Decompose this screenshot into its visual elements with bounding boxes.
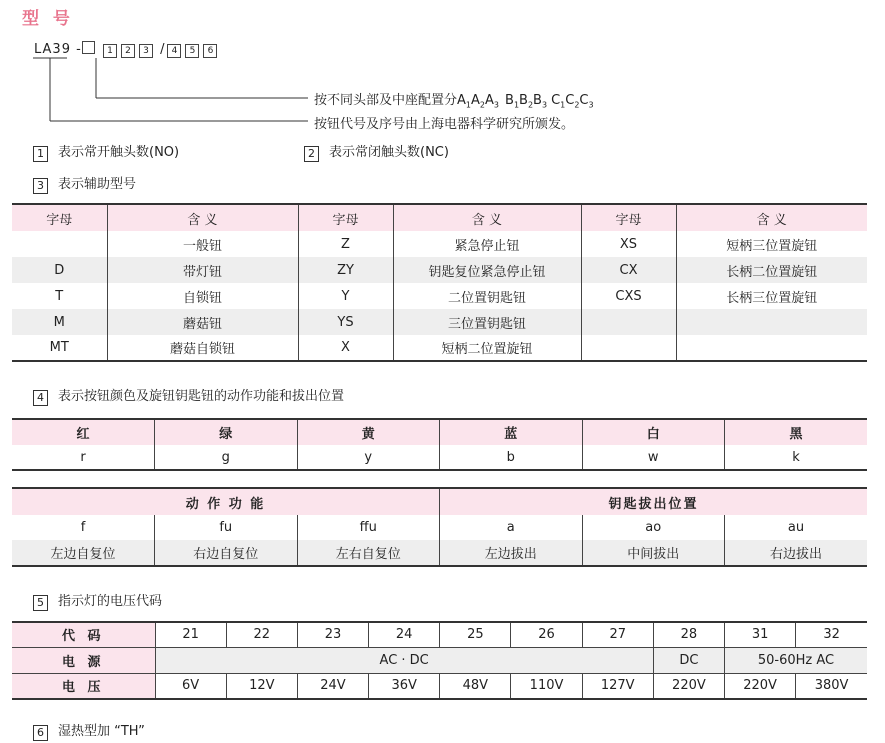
table-row bbox=[12, 445, 867, 470]
config-set-sub: 1 bbox=[560, 100, 566, 110]
row-label-voltage: 电 压 bbox=[12, 673, 155, 699]
item-text: 表示辅助型号 bbox=[58, 177, 137, 192]
item-2 bbox=[304, 141, 449, 162]
color-code: g bbox=[155, 445, 298, 470]
model-box-6: 6 bbox=[203, 44, 217, 58]
voltage-value: 220V bbox=[725, 673, 796, 699]
header-meaning: 含 义 bbox=[107, 204, 298, 231]
button-color-table bbox=[12, 418, 867, 471]
voltage-code: 27 bbox=[582, 622, 653, 647]
color-header: 白 bbox=[582, 419, 725, 445]
config-set-sub: 3 bbox=[541, 100, 548, 110]
voltage-value: 24V bbox=[297, 673, 368, 699]
model-slash: / bbox=[160, 42, 166, 57]
voltage-value: 48V bbox=[440, 673, 511, 699]
action-code: fu bbox=[155, 515, 298, 540]
header-letter: 字母 bbox=[581, 204, 676, 231]
cell-letter bbox=[581, 309, 676, 335]
item-4 bbox=[33, 385, 344, 406]
model-box-2: 2 bbox=[121, 44, 135, 58]
action-label: 右边自复位 bbox=[155, 540, 298, 566]
header-letter: 字母 bbox=[46, 212, 73, 228]
voltage-value: 110V bbox=[511, 673, 582, 699]
power-acdc: AC · DC bbox=[155, 647, 653, 673]
voltage-code: 28 bbox=[653, 622, 724, 647]
cell-letter bbox=[581, 335, 676, 361]
config-set-letter: B bbox=[505, 93, 514, 108]
cell-letter: T bbox=[55, 288, 64, 304]
table-row bbox=[12, 540, 867, 566]
action-label: 中间拔出 bbox=[582, 540, 725, 566]
config-set-letter: A bbox=[485, 93, 494, 108]
voltage-value: 127V bbox=[582, 673, 653, 699]
item-text: 表示常闭触头数(NC) bbox=[329, 145, 449, 160]
action-function-table bbox=[12, 487, 867, 567]
model-box-5: 5 bbox=[185, 44, 199, 58]
table-row bbox=[12, 283, 867, 309]
action-code: ffu bbox=[297, 515, 440, 540]
color-code: k bbox=[725, 445, 868, 470]
action-label: 左右自复位 bbox=[297, 540, 440, 566]
voltage-value: 12V bbox=[226, 673, 297, 699]
cell-meaning: 钥匙复位紧急停止钮 bbox=[393, 257, 581, 283]
cell-letter: ZY bbox=[298, 257, 393, 283]
action-label: 右边拔出 bbox=[725, 540, 868, 566]
item-number: 3 bbox=[33, 178, 48, 194]
table-header-row bbox=[12, 488, 867, 515]
config-set bbox=[551, 93, 594, 108]
table-row bbox=[12, 647, 867, 673]
table-header-row bbox=[12, 204, 867, 231]
cell-letter: CXS bbox=[581, 283, 676, 309]
table-row bbox=[12, 231, 867, 257]
item-3 bbox=[33, 173, 136, 194]
action-code: au bbox=[725, 515, 868, 540]
config-set-sub: 2 bbox=[527, 100, 534, 110]
color-code: w bbox=[582, 445, 725, 470]
model-prefix: LA39 - bbox=[34, 42, 82, 57]
cell-meaning bbox=[676, 335, 867, 361]
cell-letter: YS bbox=[298, 309, 393, 335]
table-row bbox=[12, 515, 867, 540]
note-code-issuer: 按钮代号及序号由上海电器科学研究所颁发。 bbox=[314, 117, 575, 132]
config-set-letter: B bbox=[519, 93, 528, 108]
config-set-letter: C bbox=[579, 93, 589, 108]
color-header: 黄 bbox=[297, 419, 440, 445]
voltage-code: 31 bbox=[725, 622, 796, 647]
note-head-config bbox=[314, 89, 598, 110]
voltage-code: 23 bbox=[297, 622, 368, 647]
table-row bbox=[12, 257, 867, 283]
cell-letter: XS bbox=[581, 231, 676, 257]
item-text: 指示灯的电压代码 bbox=[58, 594, 163, 609]
cell-letter: Z bbox=[298, 231, 393, 257]
voltage-code: 26 bbox=[511, 622, 582, 647]
voltage-value: 380V bbox=[796, 673, 867, 699]
color-code: y bbox=[297, 445, 440, 470]
header-meaning: 含 义 bbox=[393, 204, 581, 231]
voltage-code: 22 bbox=[226, 622, 297, 647]
header-action-function: 动 作 功 能 bbox=[185, 496, 266, 512]
cell-meaning: 带灯钮 bbox=[107, 257, 298, 283]
voltage-code: 24 bbox=[369, 622, 440, 647]
color-header: 蓝 bbox=[440, 419, 583, 445]
config-set-letter: A bbox=[457, 93, 466, 108]
item-5 bbox=[33, 590, 162, 611]
voltage-code: 32 bbox=[796, 622, 867, 647]
table-row bbox=[12, 622, 867, 647]
item-number: 2 bbox=[304, 146, 319, 162]
item-6 bbox=[33, 720, 145, 741]
action-code: f bbox=[80, 520, 86, 535]
config-set-letter: B bbox=[533, 93, 542, 108]
cell-meaning: 自锁钮 bbox=[107, 283, 298, 309]
row-label-power: 电 源 bbox=[12, 647, 155, 673]
cell-meaning: 蘑菇钮 bbox=[107, 309, 298, 335]
section-title: 型 号 bbox=[22, 9, 74, 29]
config-set-sub: 3 bbox=[588, 100, 594, 110]
cell-meaning: 二位置钥匙钮 bbox=[393, 283, 581, 309]
power-ac: 50-60Hz AC bbox=[725, 647, 868, 673]
table-header-row bbox=[12, 419, 867, 445]
config-set-letter: C bbox=[565, 93, 575, 108]
voltage-code-table bbox=[12, 621, 867, 700]
item-1 bbox=[33, 141, 179, 162]
config-set-letter: A bbox=[471, 93, 480, 108]
item-text: 表示常开触头数(NO) bbox=[58, 145, 180, 160]
action-code: a bbox=[440, 515, 583, 540]
voltage-value: 36V bbox=[369, 673, 440, 699]
config-set bbox=[457, 93, 499, 108]
config-set-sub: 1 bbox=[465, 100, 472, 110]
item-text: 湿热型加 “TH” bbox=[58, 724, 145, 739]
power-dc: DC bbox=[653, 647, 724, 673]
row-label-code: 代 码 bbox=[12, 622, 155, 647]
color-code: r bbox=[80, 449, 86, 465]
model-box-1: 1 bbox=[103, 44, 117, 58]
cell-letter: D bbox=[54, 262, 65, 278]
model-box-4: 4 bbox=[167, 44, 181, 58]
action-label: 左边自复位 bbox=[50, 547, 116, 562]
config-set-letter: C bbox=[551, 93, 561, 108]
action-code: ao bbox=[582, 515, 725, 540]
cell-letter: CX bbox=[581, 257, 676, 283]
action-label: 左边拔出 bbox=[440, 540, 583, 566]
table-row bbox=[12, 673, 867, 699]
color-code: b bbox=[440, 445, 583, 470]
voltage-code: 25 bbox=[440, 622, 511, 647]
item-number: 4 bbox=[33, 390, 48, 406]
voltage-value: 6V bbox=[155, 673, 226, 699]
cell-meaning: 长柄二位置旋钮 bbox=[676, 257, 867, 283]
config-set bbox=[505, 93, 547, 108]
voltage-code: 21 bbox=[155, 622, 226, 647]
item-number: 1 bbox=[33, 146, 48, 162]
table-row bbox=[12, 335, 867, 361]
cell-meaning: 短柄三位置旋钮 bbox=[676, 231, 867, 257]
cell-meaning: 一般钮 bbox=[107, 231, 298, 257]
cell-letter: M bbox=[53, 314, 65, 330]
cell-meaning bbox=[676, 309, 867, 335]
item-text: 表示按钮颜色及旋钮钥匙钮的动作功能和拔出位置 bbox=[58, 389, 345, 404]
config-set-sub: 2 bbox=[574, 100, 580, 110]
config-set-sub: 1 bbox=[513, 100, 520, 110]
config-set-sub: 2 bbox=[479, 100, 486, 110]
item-number: 5 bbox=[33, 595, 48, 611]
color-header: 红 bbox=[76, 427, 90, 442]
auxiliary-type-table bbox=[12, 203, 867, 362]
cell-letter: Y bbox=[298, 283, 393, 309]
cell-meaning: 紧急停止钮 bbox=[393, 231, 581, 257]
header-letter: 字母 bbox=[298, 204, 393, 231]
cell-meaning: 长柄三位置旋钮 bbox=[676, 283, 867, 309]
cell-letter: MT bbox=[49, 340, 69, 355]
note-sets bbox=[457, 93, 598, 108]
color-header: 黑 bbox=[725, 419, 868, 445]
header-meaning: 含 义 bbox=[676, 204, 867, 231]
model-box-3: 3 bbox=[139, 44, 153, 58]
voltage-value: 220V bbox=[653, 673, 724, 699]
cell-meaning: 三位置钥匙钮 bbox=[393, 309, 581, 335]
config-set-sub: 3 bbox=[493, 100, 500, 110]
note-head-config-text: 按不同头部及中座配置分 bbox=[314, 93, 458, 108]
header-key-position: 钥匙拔出位置 bbox=[440, 488, 868, 515]
item-number: 6 bbox=[33, 725, 48, 741]
cell-meaning: 蘑菇自锁钮 bbox=[107, 335, 298, 361]
cell-letter: X bbox=[298, 335, 393, 361]
cell-meaning: 短柄二位置旋钮 bbox=[393, 335, 581, 361]
cell-letter bbox=[12, 231, 107, 257]
table-row bbox=[12, 309, 867, 335]
color-header: 绿 bbox=[155, 419, 298, 445]
